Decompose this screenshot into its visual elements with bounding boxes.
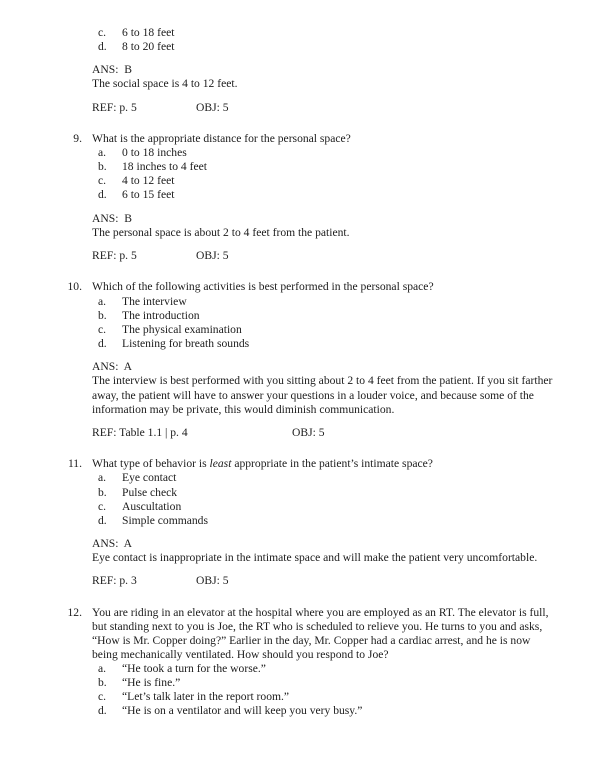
ref-text: REF: p. 3 [92,574,137,588]
question-stem [0,280,600,294]
option-letter: b. [98,676,107,690]
option-letter: d. [98,40,107,54]
spacer [0,54,600,63]
option-text: “He is on a ventilator and will keep you very busy.” [122,704,363,718]
option-text: The physical examination [122,322,242,336]
answer-option [0,337,600,351]
option-letter: a. [98,662,107,676]
rationale-text: The personal space is about 2 to 4 feet from the patient. [92,225,350,239]
option-letter: d. [98,188,107,202]
question-emphasis-word: least [209,457,232,471]
answer-option [0,323,600,337]
question-text: What is the appropriate distance for the personal space? [92,132,351,146]
option-text: “He is fine.” [122,676,181,690]
answer-option [0,471,600,485]
spacer [0,589,600,606]
option-text: Listening for breath sounds [122,336,250,350]
obj-text: OBJ: 5 [196,249,229,263]
ref-text: REF: p. 5 [92,249,137,263]
spacer [0,417,600,426]
option-letter: b. [98,308,107,322]
answer-options-11 [0,471,600,527]
answer-option [0,26,600,40]
answer-key: ANS: B [92,211,132,225]
answer-key: ANS: A [92,359,132,373]
answer-options-9 [0,146,600,202]
question-number: 12. [67,605,82,619]
answer-option [0,146,600,160]
option-letter: d. [98,336,107,350]
answer-option [0,514,600,528]
question-text-before-italic: What type of behavior is [92,457,210,471]
option-text: 0 to 18 inches [122,146,187,160]
option-text: The interview [122,294,187,308]
question-block-10 [0,280,600,440]
question-number: 9. [73,132,82,146]
obj-text: OBJ: 5 [196,574,229,588]
question-block-9 [0,132,600,263]
option-text: 18 inches to 4 feet [122,160,207,174]
reference-line [0,101,600,115]
answer-option [0,160,600,174]
spacer [0,565,600,574]
option-text: Eye contact [122,471,177,485]
option-letter: a. [98,471,107,485]
option-letter: c. [98,499,107,513]
option-text: “Let’s talk later in the report room.” [122,690,290,704]
spacer [0,240,600,249]
question-stem [0,457,600,471]
reference-line [0,574,600,588]
option-text: 8 to 20 feet [122,40,175,54]
spacer [0,115,600,132]
answer-option [0,174,600,188]
option-text: 4 to 12 feet [122,174,175,188]
question-text-after-italic: appropriate in the patient’s intimate space? [231,457,433,471]
option-letter: b. [98,160,107,174]
question-text: Which of the following activities is best performed in the personal space? [92,280,434,294]
answer-option [0,676,600,690]
answer-option [0,295,600,309]
option-letter: d. [98,704,107,718]
answer-option [0,690,600,704]
option-text: “He took a turn for the worse.” [122,662,266,676]
spacer [0,263,600,280]
option-letter: d. [98,513,107,527]
option-text: Auscultation [122,499,182,513]
rationale-text: Eye contact is inappropriate in the intimate space and will make the patient very uncomfortable. [92,551,538,565]
spacer [0,203,600,212]
obj-text: OBJ: 5 [292,426,325,440]
answer-options-10 [0,295,600,351]
ref-text: REF: Table 1.1 | p. 4 [92,426,188,440]
spacer [0,440,600,457]
spacer [0,351,600,360]
option-letter: c. [98,26,107,39]
question-text: You are riding in an elevator at the hospital where you are employed as an RT. The elevator is full, but standing next to you is Joe, the RT who is scheduled to relieve you. He turns to you and asks, “How is Mr. Copper doing?” Earlier in the day, Mr. Copper had a cardiac arrest, and he is now being mechanically ventilated. How should you respond to Joe? [92,605,549,662]
option-letter: c. [98,322,107,336]
option-letter: c. [98,690,107,704]
rationale-text: The social space is 4 to 12 feet. [92,77,238,91]
spacer [0,92,600,101]
question-stem [0,132,600,146]
answer-key: ANS: A [92,536,132,550]
answer-options-partial [0,26,600,54]
option-text: The introduction [122,308,200,322]
option-letter: c. [98,174,107,188]
reference-line [0,249,600,263]
ref-text: REF: p. 5 [92,100,137,114]
question-block-11 [0,457,600,588]
answer-option [0,704,600,718]
question-number: 11. [67,457,82,471]
answer-option [0,486,600,500]
document-content [0,26,600,719]
answer-option [0,309,600,323]
answer-option [0,40,600,54]
option-text: Pulse check [122,485,178,499]
answer-key: ANS: B [92,63,132,77]
answer-options-12 [0,662,600,718]
question-stem [0,606,600,662]
answer-option [0,662,600,676]
option-letter: a. [98,294,107,308]
question-block-12 [0,606,600,719]
option-letter: b. [98,485,107,499]
question-block-partial [0,26,600,115]
answer-option [0,188,600,202]
option-text: 6 to 18 feet [122,26,175,39]
option-letter: a. [98,146,107,160]
option-text: Simple commands [122,513,208,527]
reference-line [0,426,600,440]
question-number: 10. [67,280,82,294]
rationale-text: The interview is best performed with you sitting about 2 to 4 feet from the patient. If you sit farther away, the patient will have to answer your questions in a louder voice, and because some of the information may be private, this would diminish communication. [92,374,553,416]
obj-text: OBJ: 5 [196,100,229,114]
answer-option [0,500,600,514]
option-text: 6 to 15 feet [122,188,175,202]
spacer [0,528,600,537]
